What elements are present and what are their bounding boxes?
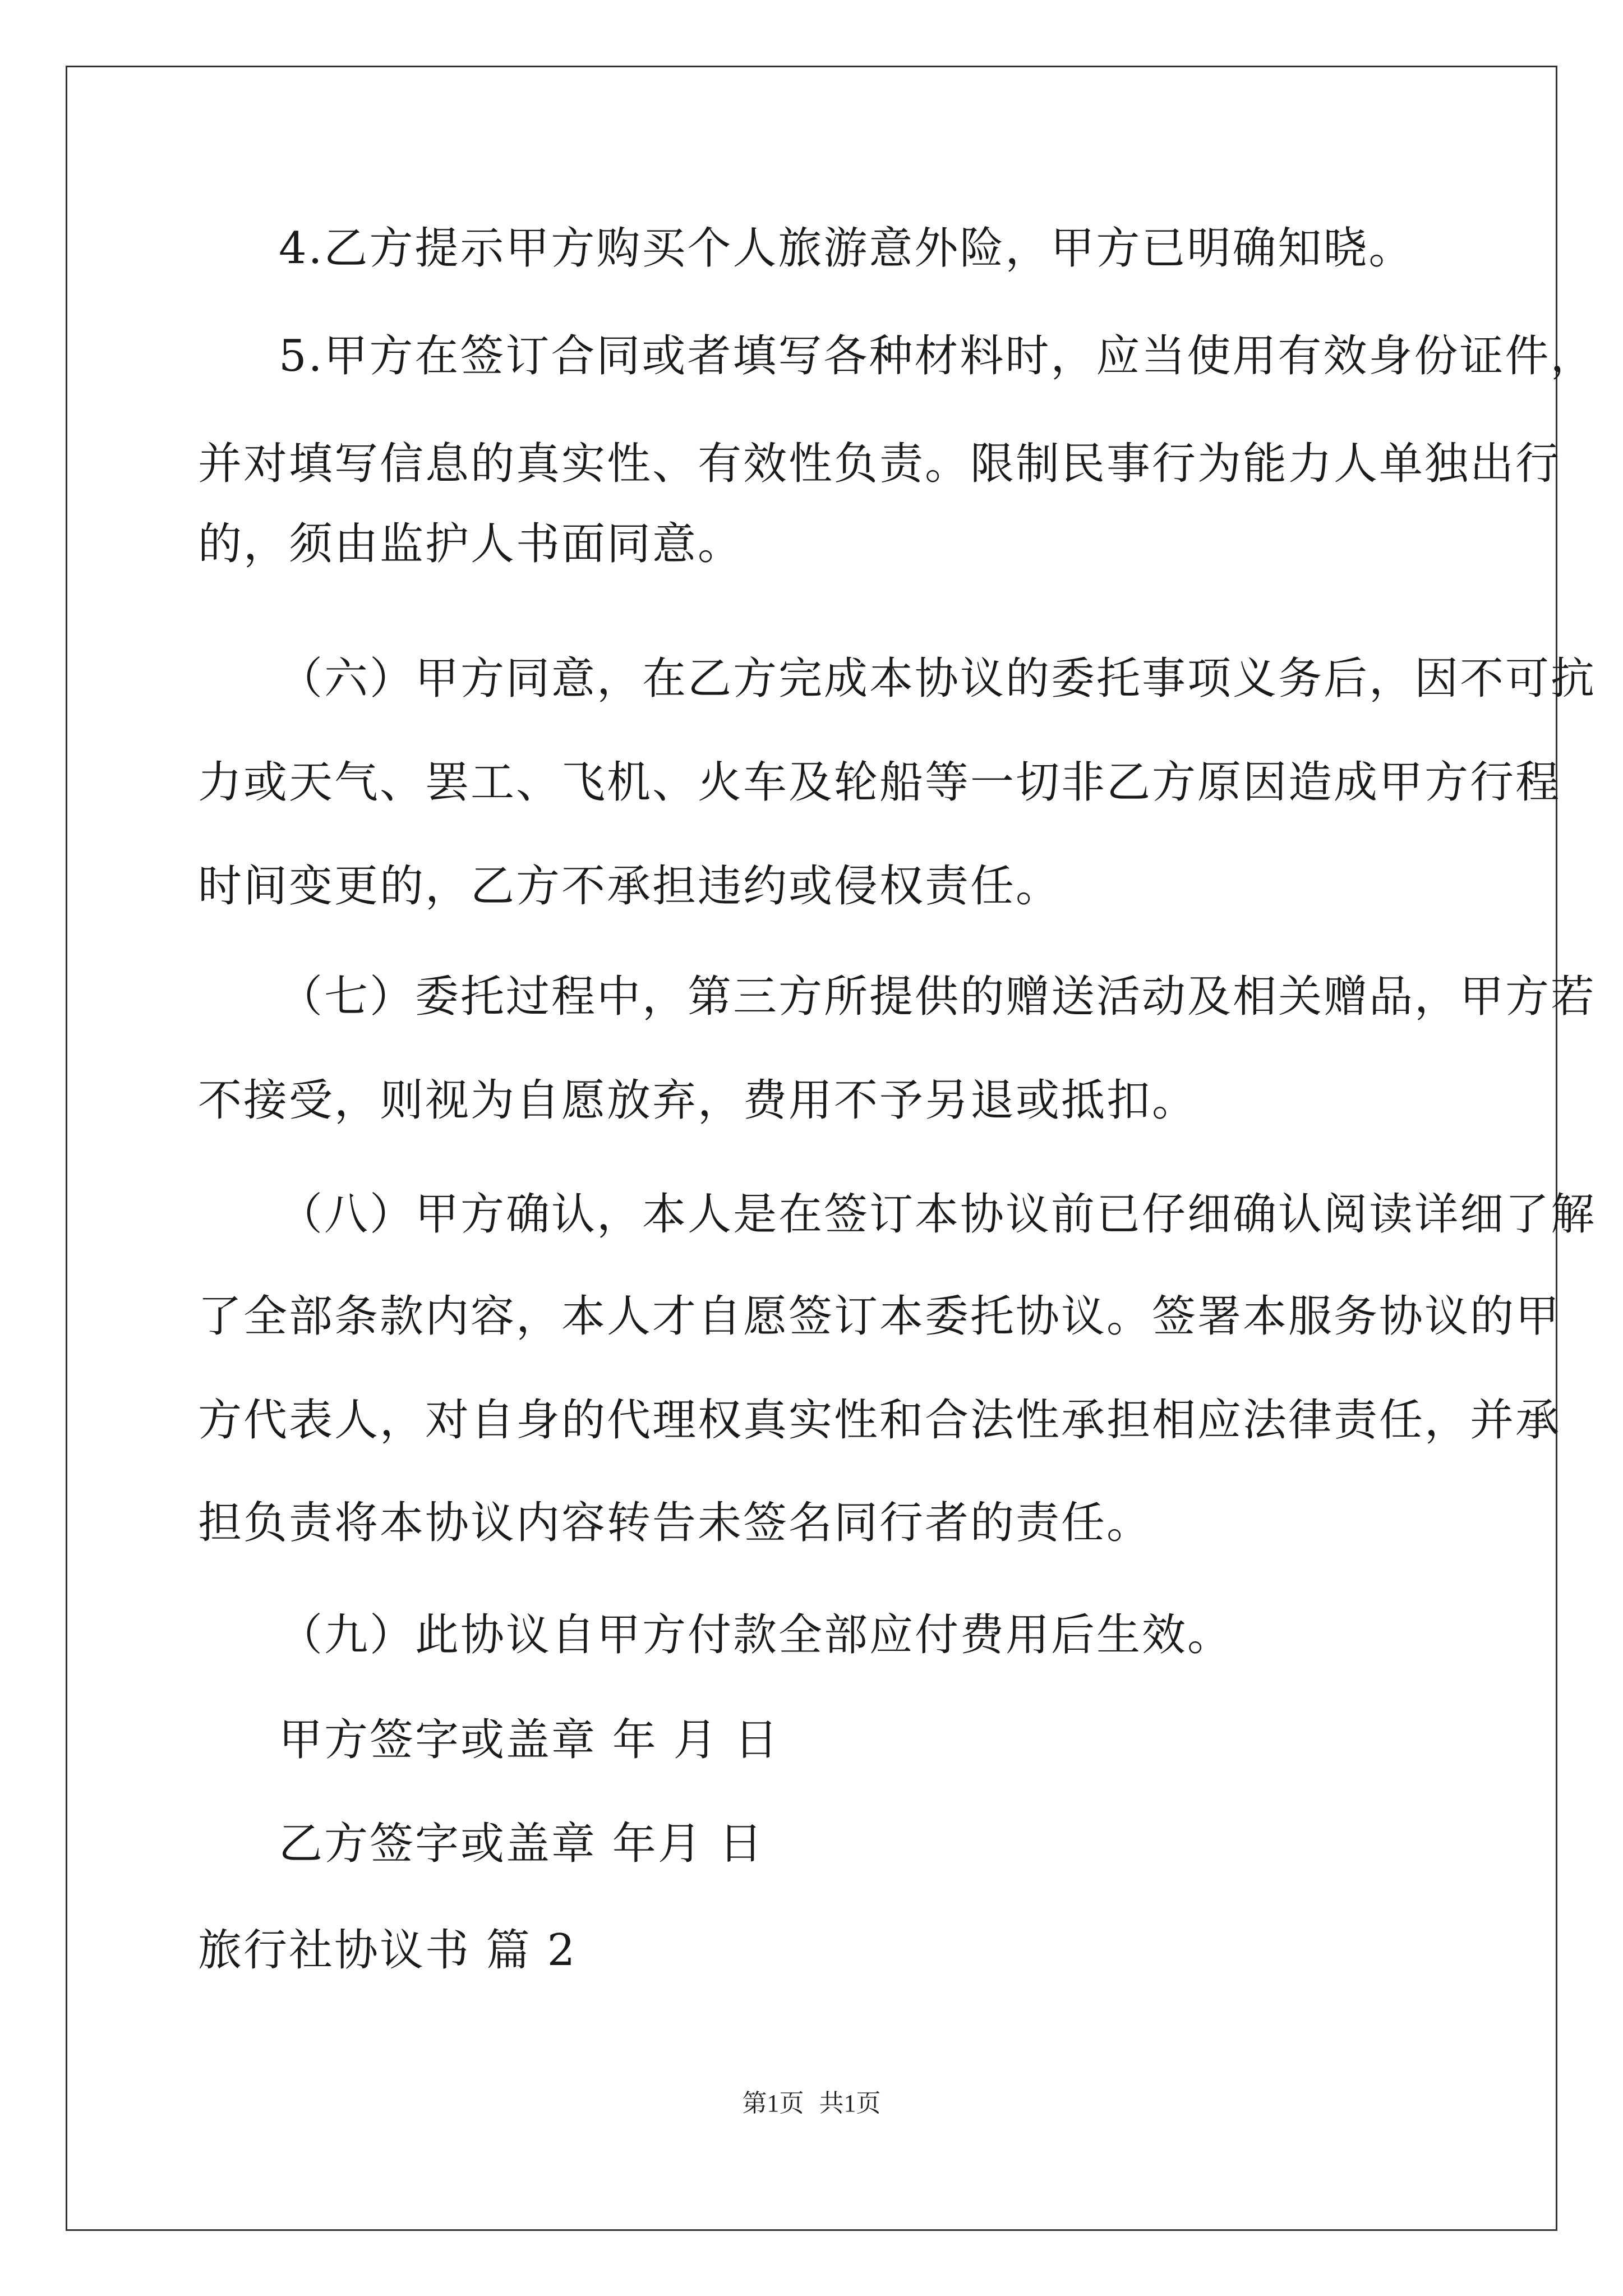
clause-9-line-1: （九）此协议自甲方付款全部应付费用后生效。 (279, 1610, 1233, 1660)
clause-6-line-2: 力或天气、罢工、飞机、火车及轮船等一切非乙方原因造成甲方行程 (198, 757, 1561, 808)
clause-5-line-1: 5.甲方在签订合同或者填写各种材料时，应当使用有效身份证件， (279, 331, 1596, 381)
page-current: 第1页 (742, 2090, 804, 2117)
clause-8-line-3: 方代表人，对自身的代理权真实性和合法性承担相应法律责任，并承 (198, 1395, 1561, 1446)
section-heading: 旅行社协议书 篇 2 (198, 1925, 577, 1976)
party-b-signature-line: 乙方签字或盖章 年月 日 (279, 1819, 764, 1869)
clause-5-line-3: 的，须由监护人书面同意。 (198, 519, 744, 569)
clause-4-line-1: 4.乙方提示甲方购买个人旅游意外险，甲方已明确知晓。 (279, 223, 1414, 274)
clause-6-line-1: （六）甲方同意，在乙方完成本协议的委托事项义务后，因不可抗 (279, 654, 1597, 704)
clause-6-line-3: 时间变更的，乙方不承担违约或侵权责任。 (198, 861, 1062, 912)
party-a-signature-line: 甲方签字或盖章 年 月 日 (279, 1715, 780, 1765)
clause-7-line-1: （七）委托过程中，第三方所提供的赠送活动及相关赠品，甲方若 (279, 972, 1597, 1022)
page-border (66, 66, 1557, 2231)
clause-8-line-4: 担负责将本协议内容转告未签名同行者的责任。 (198, 1498, 1152, 1548)
page-footer (0, 2087, 1623, 2120)
clause-8-line-1: （八）甲方确认，本人是在签订本协议前已仔细确认阅读详细了解 (279, 1189, 1597, 1240)
clause-8-line-2: 了全部条款内容，本人才自愿签订本委托协议。签署本服务协议的甲 (198, 1291, 1561, 1342)
clause-7-line-2: 不接受，则视为自愿放弃，费用不予另退或抵扣。 (198, 1075, 1198, 1126)
clause-5-line-2: 并对填写信息的真实性、有效性负责。限制民事行为能力人单独出行 (198, 439, 1561, 489)
page-total: 共1页 (819, 2090, 881, 2117)
